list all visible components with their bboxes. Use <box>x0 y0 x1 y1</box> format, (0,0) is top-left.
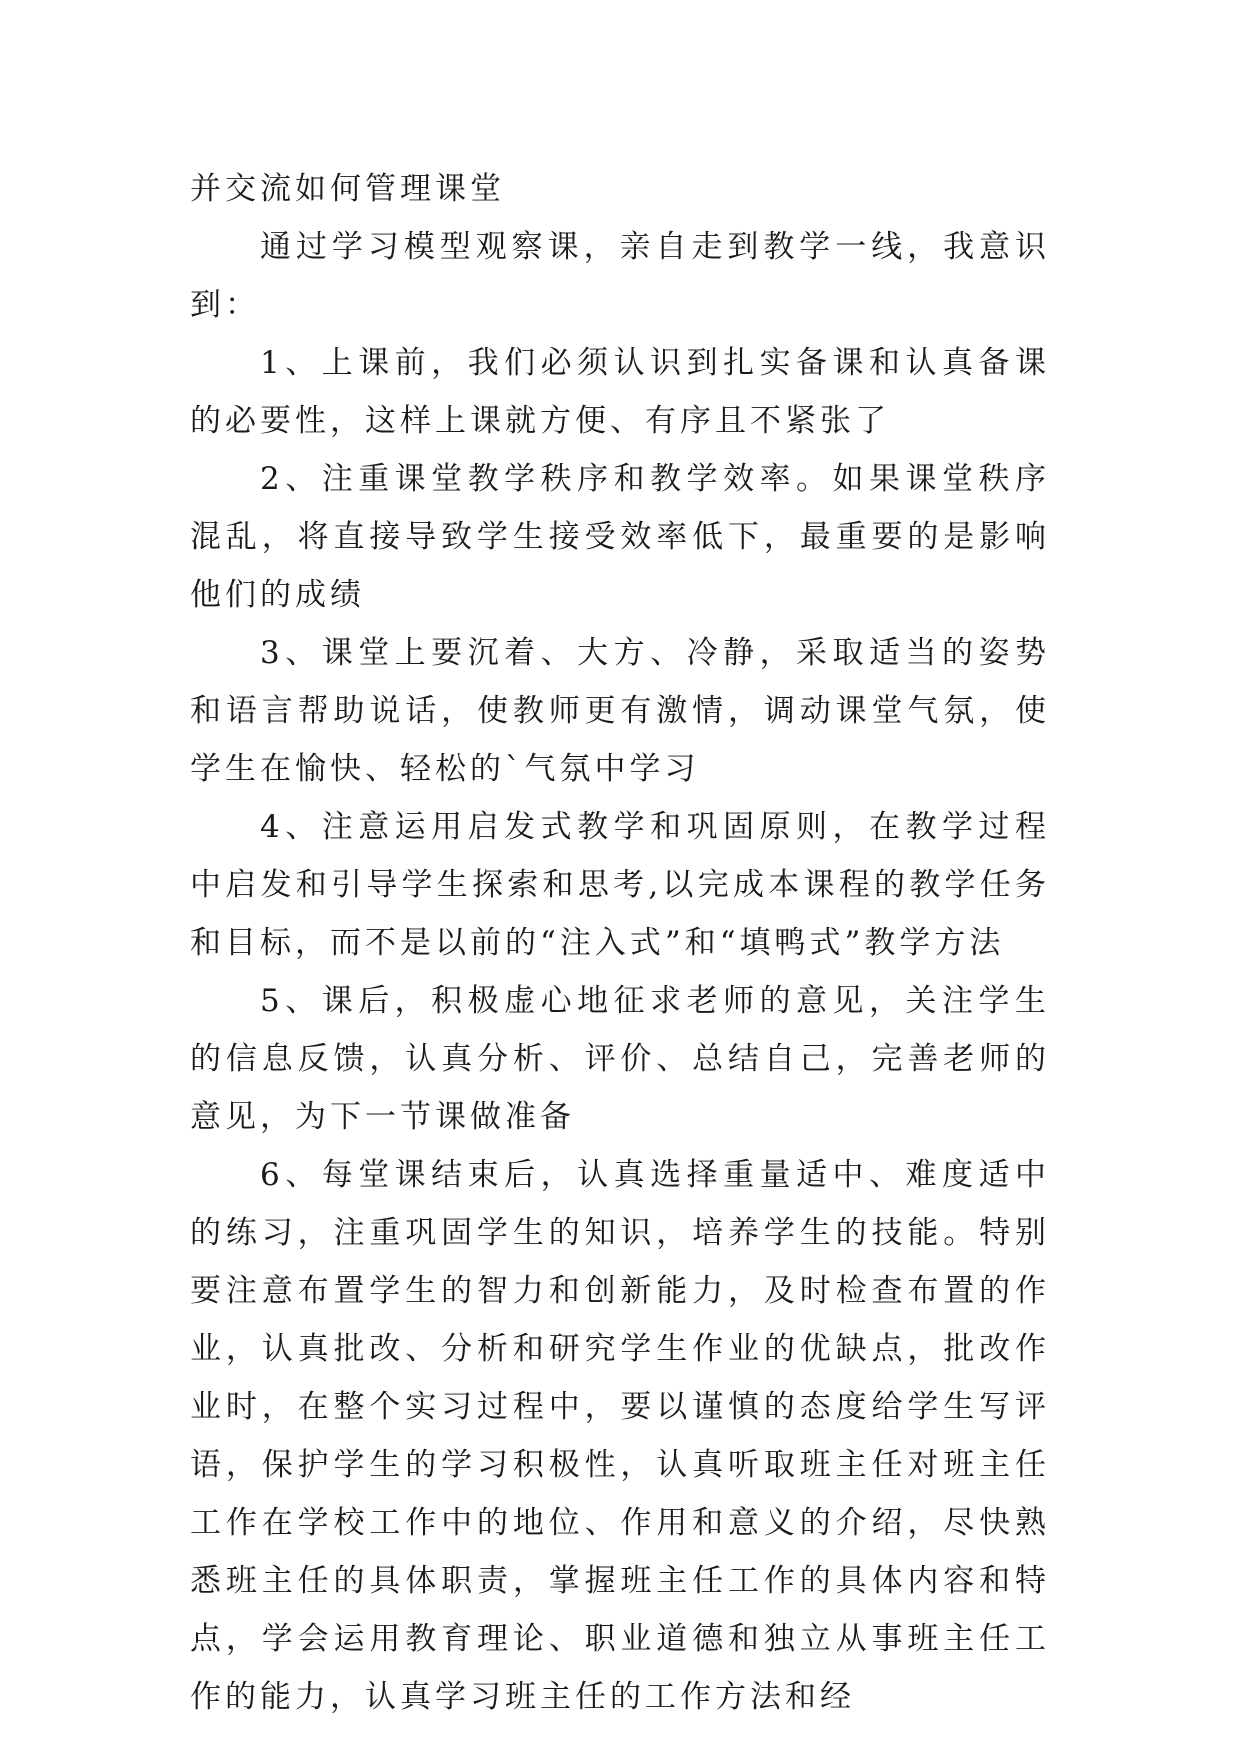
paragraph-item-1: 1、上课前，我们必须认识到扎实备课和认真备课的必要性，这样上课就方便、有序且不紧张了 <box>190 345 1050 439</box>
document-body <box>190 160 1050 1726</box>
paragraph-continuation: 并交流如何管理课堂 <box>190 171 505 207</box>
paragraph-item-5: 5、课后，积极虚心地征求老师的意见，关注学生的信息反馈，认真分析、评价、总结自己，完善老师的意见，为下一节课做准备 <box>190 983 1050 1135</box>
paragraph-item-3: 3、课堂上要沉着、大方、冷静，采取适当的姿势和语言帮助说话，使教师更有激情，调动课堂气氛，使学生在愉快、轻松的`气氛中学习 <box>190 635 1050 787</box>
paragraph-item-4: 4、注意运用启发式教学和巩固原则，在教学过程中启发和引导学生探索和思考,以完成本课程的教学任务和目标，而不是以前的“注入式”和“填鸭式”教学方法 <box>190 809 1050 961</box>
paragraph-item-2: 2、注重课堂教学秩序和教学效率。如果课堂秩序混乱，将直接导致学生接受效率低下，最重要的是影响他们的成绩 <box>190 461 1050 613</box>
paragraph-item-6: 6、每堂课结束后，认真选择重量适中、难度适中的练习，注重巩固学生的知识，培养学生的技能。特别要注意布置学生的智力和创新能力，及时检查布置的作业，认真批改、分析和研究学生作业的优缺点，批改作业时，在整个实习过程中，要以谨慎的态度给学生写评语，保护学生的学习积极性，认真听取班主任对班主任工作在学校工作中的地位、作用和意义的介绍，尽快熟悉班主任的具体职责，掌握班主任工作的具体内容和特点，学会运用教育理论、职业道德和独立从事班主任工作的能力，认真学习班主任的工作方法和经 <box>190 1157 1050 1715</box>
paragraph-intro: 通过学习模型观察课，亲自走到教学一线，我意识到： <box>190 229 1050 323</box>
